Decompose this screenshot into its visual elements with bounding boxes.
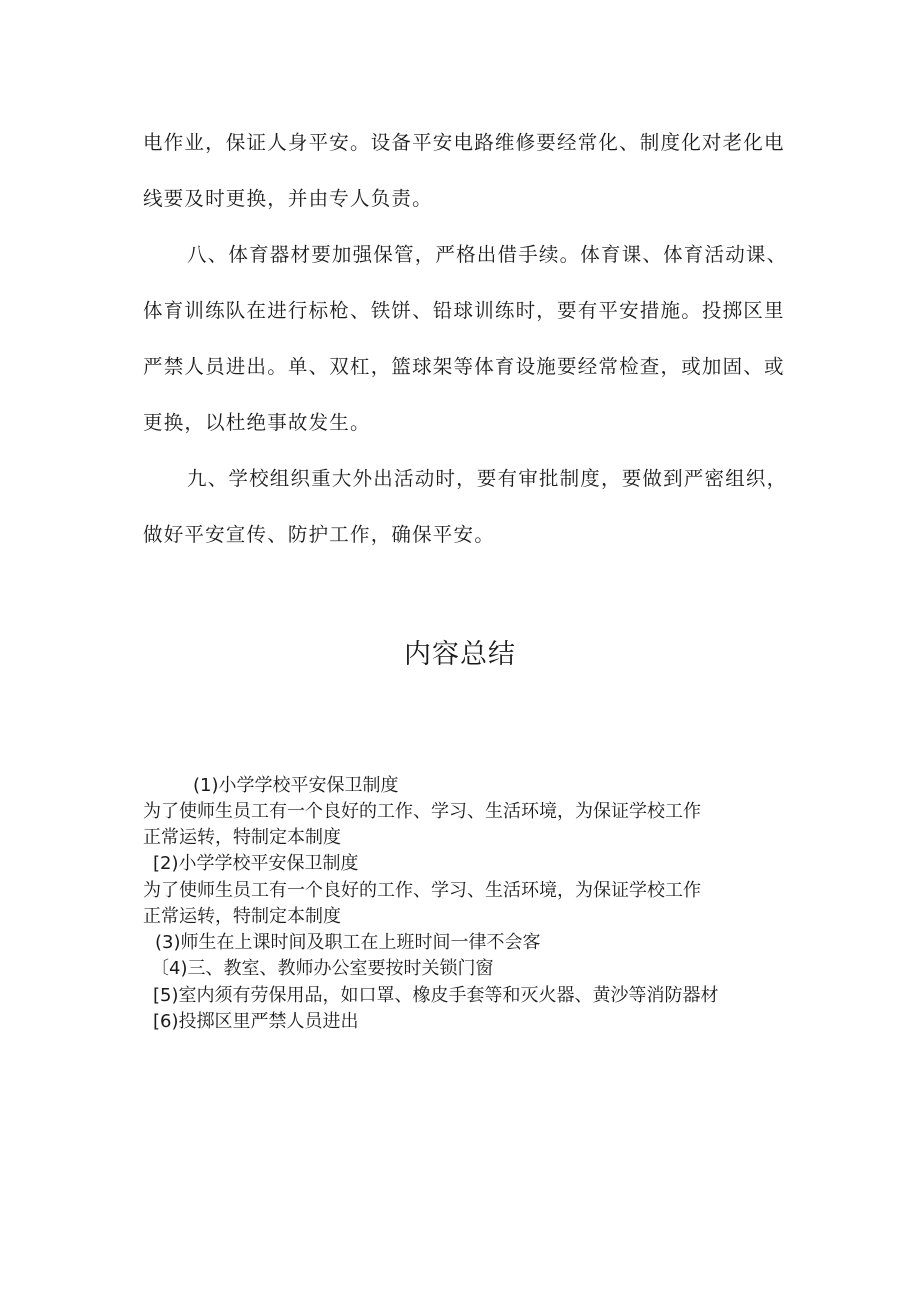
body-line: 更换，以杜绝事故发生。 (143, 411, 371, 434)
body-line: 九、学校组织重大外出活动时，要有审批制度，要做到严密组织， (187, 467, 788, 490)
body-line: 做好平安宣传、防护工作，确保平安。 (143, 523, 495, 546)
body-line: 电作业，保证人身平安。设备平安电路维修要经常化、制度化对老化电 (143, 131, 785, 154)
summary-line: (3)师生在上课时间及职工在上班时间一律不会客 (155, 932, 541, 953)
summary-title: 内容总结 (404, 639, 516, 670)
summary-line: [5)室内须有劳保用品，如口罩、橡皮手套等和灭火器、黄沙等消防器材 (153, 985, 719, 1006)
body-line: 体育训练队在进行标枪、铁饼、铅球训练时，要有平安措施。投掷区里 (143, 299, 785, 322)
body-line: 严禁人员进出。单、双杠，篮球架等体育设施要经常检查，或加固、或 (143, 355, 785, 378)
summary-line: 为了使师生员工有一个良好的工作、学习、生活环境，为保证学校工作 (143, 880, 701, 901)
summary-line: [2)小学学校平安保卫制度 (153, 853, 359, 874)
summary-line: [6)投掷区里严禁人员进出 (153, 1011, 359, 1032)
summary-line: 正常运转，特制定本制度 (143, 906, 341, 927)
summary-line: 正常运转，特制定本制度 (143, 827, 341, 848)
summary-line: (1)小学学校平安保卫制度 (193, 775, 399, 796)
body-line: 八、体育器材要加强保管，严格出借手续。体育课、体育活动课、 (187, 243, 788, 266)
summary-line: 〔4)三、教室、教师办公室要按时关锁门窗 (151, 958, 494, 979)
body-line: 线要及时更换，并由专人负责。 (143, 187, 433, 210)
summary-line: 为了使师生员工有一个良好的工作、学习、生活环境，为保证学校工作 (143, 801, 701, 822)
